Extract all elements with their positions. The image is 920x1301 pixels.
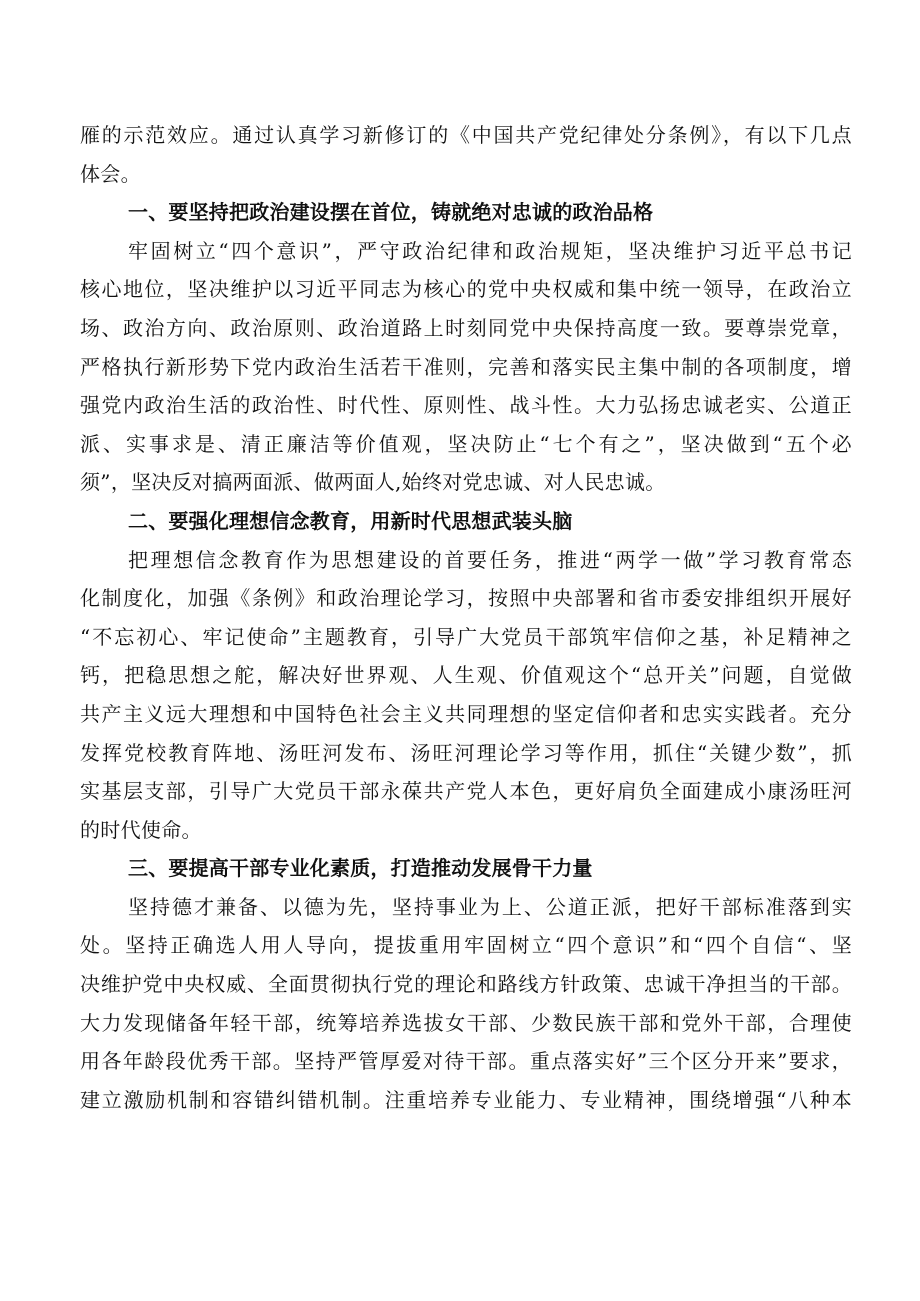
body-line: 严格执行新形势下党内政治生活若干准则，完善和落实民主集中制的各项制度，增 [80, 354, 852, 379]
section-heading-3: 三、要提高干部专业化素质，打造推动发展骨干力量 [128, 856, 593, 881]
body-line: 实基层支部，引导广大党员干部永葆共产党人本色，更好肩负全面建成小康汤旺河 [80, 779, 852, 804]
body-line: 发挥党校教育阵地、汤旺河发布、汤旺河理论学习等作用，抓住“关键少数”，抓 [80, 740, 852, 765]
body-line: 处。坚持正确选人用人导向，提拔重用牢固树立“四个意识”和“四个自信“、坚 [80, 933, 852, 958]
body-line: 共产主义远大理想和中国特色社会主义共同理想的坚定信仰者和忠实实践者。充分 [80, 701, 852, 726]
body-line: 场、政治方向、政治原则、政治道路上时刻同党中央保持高度一致。要尊崇党章， [80, 315, 852, 340]
body-line: 强党内政治生活的政治性、时代性、原则性、战斗性。大力弘扬忠诚老实、公道正 [80, 393, 852, 418]
body-line: 大力发现储备年轻干部，统筹培养选拔女干部、少数民族干部和党外干部，合理使 [80, 1010, 852, 1035]
section-heading-2: 二、要强化理想信念教育，用新时代思想武装头脑 [128, 508, 573, 533]
document-page [80, 116, 852, 1119]
body-line: 派、实事求是、清正廉洁等价值观，坚决防止“七个有之”，坚决做到“五个必 [80, 431, 852, 456]
body-line: 把理想信念教育作为思想建设的首要任务，推进“两学一做”学习教育常态 [128, 547, 852, 572]
body-line: 雁的示范效应。通过认真学习新修订的《中国共产党纪律处分条例》，有以下几点 [80, 123, 852, 147]
body-line: 坚持德才兼备、以德为先，坚持事业为上、公道正派，把好干部标准落到实 [128, 894, 852, 919]
body-line: 须”，坚决反对搞两面派、做两面人,始终对党忠诚、对人民忠诚。 [80, 470, 666, 495]
body-line: 核心地位，坚决维护以习近平同志为核心的党中央权威和集中统一领导，在政治立 [80, 277, 852, 302]
body-line: “不忘初心、牢记使命”主题教育，引导广大党员干部筑牢信仰之基，补足精神之 [80, 624, 852, 649]
body-line: 化制度化，加强《条例》和政治理论学习，按照中央部署和省市委安排组织开展好 [80, 586, 852, 611]
body-line: 的时代使命。 [80, 817, 202, 842]
body-line: 钙，把稳思想之舵，解决好世界观、人生观、价值观这个“总开关”问题，自觉做 [80, 663, 852, 688]
body-line: 决维护党中央权威、全面贯彻执行党的理论和路线方针政策、忠诚干净担当的干部。 [80, 972, 852, 997]
body-line: 体会。 [80, 161, 141, 186]
body-line: 建立激励机制和容错纠错机制。注重培养专业能力、专业精神，围绕增强“八种本 [80, 1087, 852, 1112]
section-heading-1: 一、要坚持把政治建设摆在首位，铸就绝对忠诚的政治品格 [128, 200, 654, 225]
body-line: 牢固树立“四个意识”，严守政治纪律和政治规矩，坚决维护习近平总书记 [128, 238, 852, 263]
body-line: 用各年龄段优秀干部。坚持严管厚爱对待干部。重点落实好”三个区分开来”要求， [80, 1049, 852, 1074]
